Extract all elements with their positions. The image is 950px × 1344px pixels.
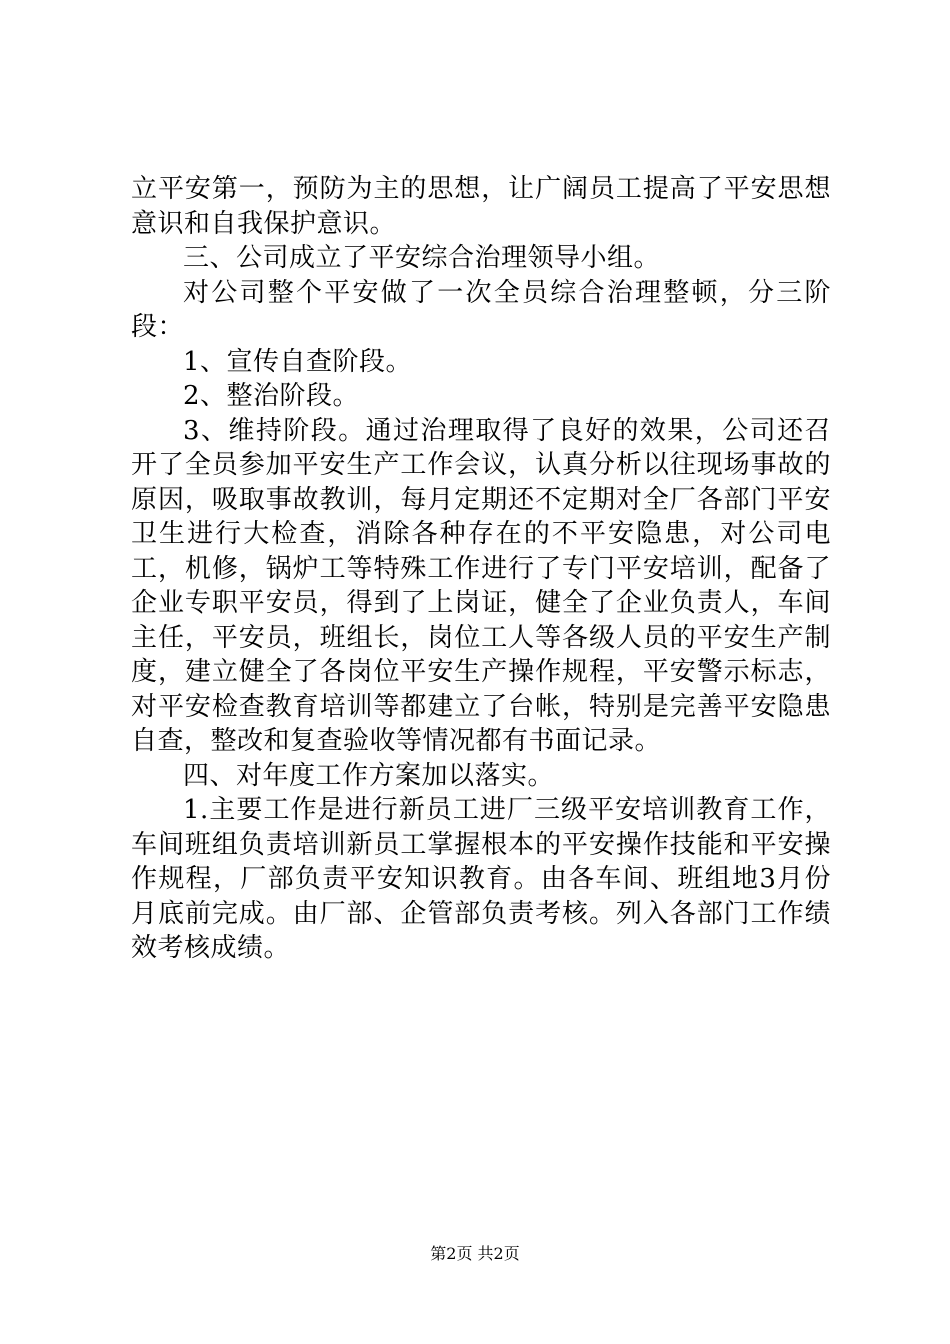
page-number-label: 第2页 共2页 (430, 1244, 520, 1263)
paragraph-section-four-heading: 四、对年度工作方案加以落实。 (183, 760, 555, 791)
document-body (131, 172, 831, 966)
paragraph-stage-three: 3、维持阶段。通过治理取得了良好的效果，公司还召开了全员参加平安生产工作会议，认真分析以往现场事故的原因，吸取事故教训，每月定期还不定期对全厂各部门平安卫生进行大检查，消除各种存在的不平安隐患，对公司电工，机修，锅炉工等特殊工作进行了专门平安培训，配备了企业专职平安员，得到了上岗证，健全了企业负责人，车间主任，平安员，班组长，岗位工人等各级人员的平安生产制度，建立健全了各岗位平安生产操作规程，平安警示标志，对平安检查教育培训等都建立了台帐，特别是完善平安隐患自查，整改和复查验收等情况都有书面记录。 (131, 415, 831, 756)
paragraph-main-work: 1.主要工作是进行新员工进厂三级平安培训教育工作，车间班组负责培训新员工掌握根本的平安操作技能和平安操作规程，厂部负责平安知识教育。由各车间、班组地3月份月底前完成。由厂部、企管部负责考核。列入各部门工作绩效考核成绩。 (131, 795, 831, 963)
paragraph-section-three-heading: 三、公司成立了平安综合治理领导小组。 (183, 243, 661, 273)
paragraph-stage-one: 1、宣传自查阶段。 (183, 346, 413, 377)
page-footer (0, 1244, 950, 1264)
paragraph-safety-awareness: 立平安第一，预防为主的思想，让广阔员工提高了平安思想意识和自我保护意识。 (131, 174, 831, 239)
paragraph-stage-two: 2、整治阶段。 (183, 381, 360, 411)
paragraph-rectification-intro: 对公司整个平安做了一次全员综合治理整顿，分三阶段： (131, 277, 831, 342)
